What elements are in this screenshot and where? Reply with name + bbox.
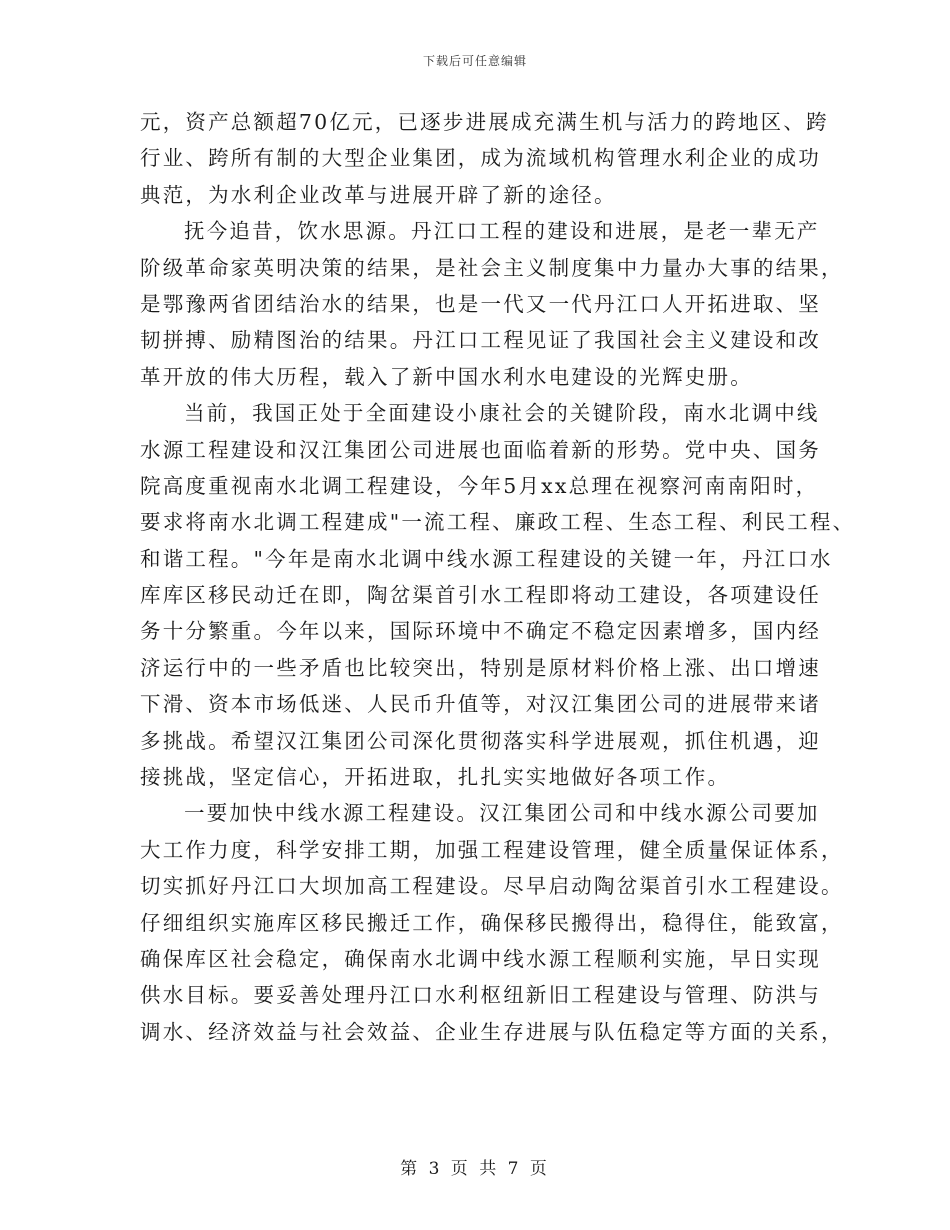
text-line: 当前，我国正处于全面建设小康社会的关键阶段，南水北调中线 (184, 401, 820, 426)
text-line: 和谐工程。"今年是南水北调中线水源工程建设的关键一年，丹江口水 (140, 546, 833, 571)
paragraph-2 (140, 213, 844, 395)
text-line: 典范，为水利企业改革与进展开辟了新的途径。 (140, 182, 617, 207)
paragraph-1 (140, 104, 829, 213)
text-line: 多挑战。希望汉江集团公司深化贯彻落实科学进展观，抓住机遇，迎 (140, 728, 821, 753)
text-line: 库库区移民动迁在即，陶岔渠首引水工程即将动工建设，各项建设任 (140, 583, 821, 608)
text-line: 大工作力度，科学安排工期，加强工程建设管理，健全质量保证体系， (140, 837, 844, 862)
text-line: 一要加快中线水源工程建设。汉江集团公司和中线水源公司要加 (184, 801, 820, 826)
paragraph-4 (140, 795, 844, 1050)
text-line: 务十分繁重。今年以来，国际环境中不确定不稳定因素增多，国内经 (140, 619, 821, 644)
text-line: 水源工程建设和汉江集团公司进展也面临着新的形势。党中央、国务 (140, 437, 821, 462)
text-line: 济运行中的一些矛盾也比较突出，特别是原材料价格上涨、出口增速 (140, 655, 821, 680)
paragraph-3 (140, 395, 856, 795)
text-line: 阶级革命家英明决策的结果，是社会主义制度集中力量办大事的结果， (140, 255, 844, 280)
text-line: 元，资产总额超70亿元，已逐步进展成充满生机与活力的跨地区、跨 (140, 110, 829, 134)
text-line: 革开放的伟大历程，载入了新中国水利水电建设的光辉史册。 (140, 364, 753, 389)
text-line: 要求将南水北调工程建成"一流工程、廉政工程、生态工程、利民工程、 (140, 510, 856, 535)
text-line: 仔细组织实施库区移民搬迁工作，确保移民搬得出，稳得住，能致富， (140, 910, 844, 935)
text-line: 抚今追昔，饮水思源。丹江口工程的建设和进展，是老一辈无产 (184, 219, 820, 244)
text-line: 调水、经济效益与社会效益、企业生存进展与队伍稳定等方面的关系， (140, 1019, 844, 1044)
page-footer: 第 3 页 共 7 页 (400, 1159, 550, 1179)
text-line: 下滑、资本市场低迷、人民币升值等，对汉江集团公司的进展带来诸 (140, 692, 821, 717)
page-header: 下载后可任意编辑 (422, 54, 527, 68)
text-line: 院高度重视南水北调工程建设，今年5月xx总理在视察河南南阳时， (140, 473, 819, 498)
text-line: 韧拼搏、励精图治的结果。丹江口工程见证了我国社会主义建设和改 (140, 328, 821, 353)
text-line: 是鄂豫两省团结治水的结果，也是一代又一代丹江口人开拓进取、坚 (140, 291, 821, 316)
document-body (140, 104, 856, 1050)
text-line: 切实抓好丹江口大坝加高工程建设。尽早启动陶岔渠首引水工程建设。 (140, 874, 844, 899)
text-line: 接挑战，坚定信心，开拓进取，扎扎实实地做好各项工作。 (140, 765, 731, 790)
text-line: 供水目标。要妥善处理丹江口水利枢纽新旧工程建设与管理、防洪与 (140, 983, 821, 1008)
text-line: 确保库区社会稳定，确保南水北调中线水源工程顺利实施，早日实现 (140, 946, 821, 971)
text-line: 行业、跨所有制的大型企业集团，成为流域机构管理水利企业的成功 (140, 146, 821, 171)
